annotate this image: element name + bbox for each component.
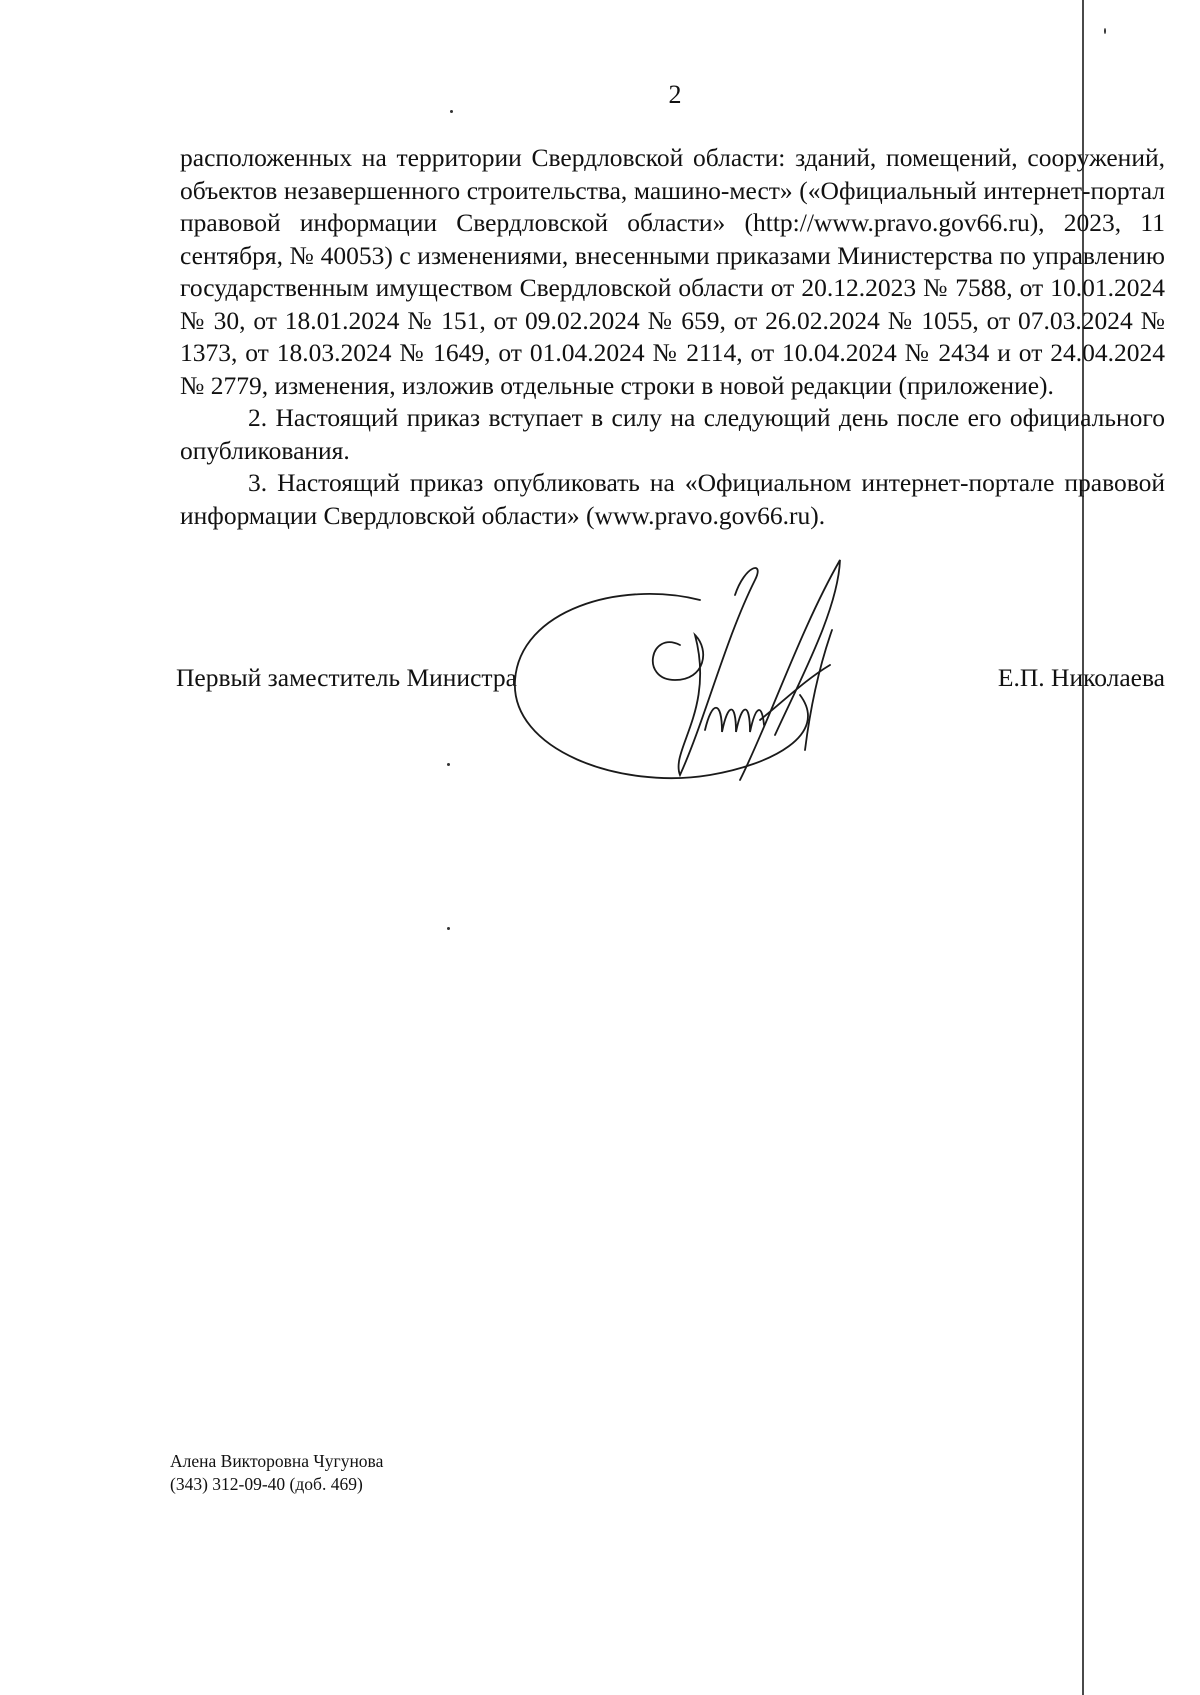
scan-speck xyxy=(447,763,450,766)
body-paragraph-2: 2. Настоящий приказ вступает в силу на следующий день после его официального опубликования. xyxy=(180,403,1165,465)
scan-speck xyxy=(1104,28,1106,34)
executor-phone: (343) 312-09-40 (доб. 469) xyxy=(170,1474,363,1494)
scan-speck xyxy=(447,927,450,930)
signer-name: Е.П. Николаева xyxy=(997,663,1165,692)
page-number: 2 xyxy=(668,80,682,109)
document-body xyxy=(180,142,1165,532)
handwritten-signature xyxy=(500,520,870,790)
executor-info xyxy=(170,1450,383,1496)
executor-name: Алена Викторовна Чугунова xyxy=(170,1451,384,1471)
body-paragraph-1: расположенных на территории Свердловской области: зданий, помещений, сооружений, объектов незавершенного строительства, машино-мест» («Официальный интернет-портал правовой информации Свердловской области» (http://www.pravo.gov66.ru), 2023, 11 сентября, № 40053) с изменениями, внесенными приказами Министерства по управлению государственным имуществом Свердловской области от 20.12.2023 № 7588, от 10.01.2024 № 30, от 18.01.2024 № 151, от 09.02.2024 № 659, от 26.02.2024 № 1055, от 07.03.2024 № 1373, от 18.03.2024 № 1649, от 01.04.2024 № 2114, от 10.04.2024 № 2434 и от 24.04.2024 № 2779, изменения, изложив отдельные строки в новой редакции (приложение). xyxy=(180,143,1165,400)
signer-position: Первый заместитель Министра xyxy=(176,663,517,692)
body-paragraph-3: 3. Настоящий приказ опубликовать на «Официальном интернет-портале правовой информации Свердловской области» (www.pravo.gov66.ru). xyxy=(180,468,1165,530)
scan-speck xyxy=(450,110,453,113)
